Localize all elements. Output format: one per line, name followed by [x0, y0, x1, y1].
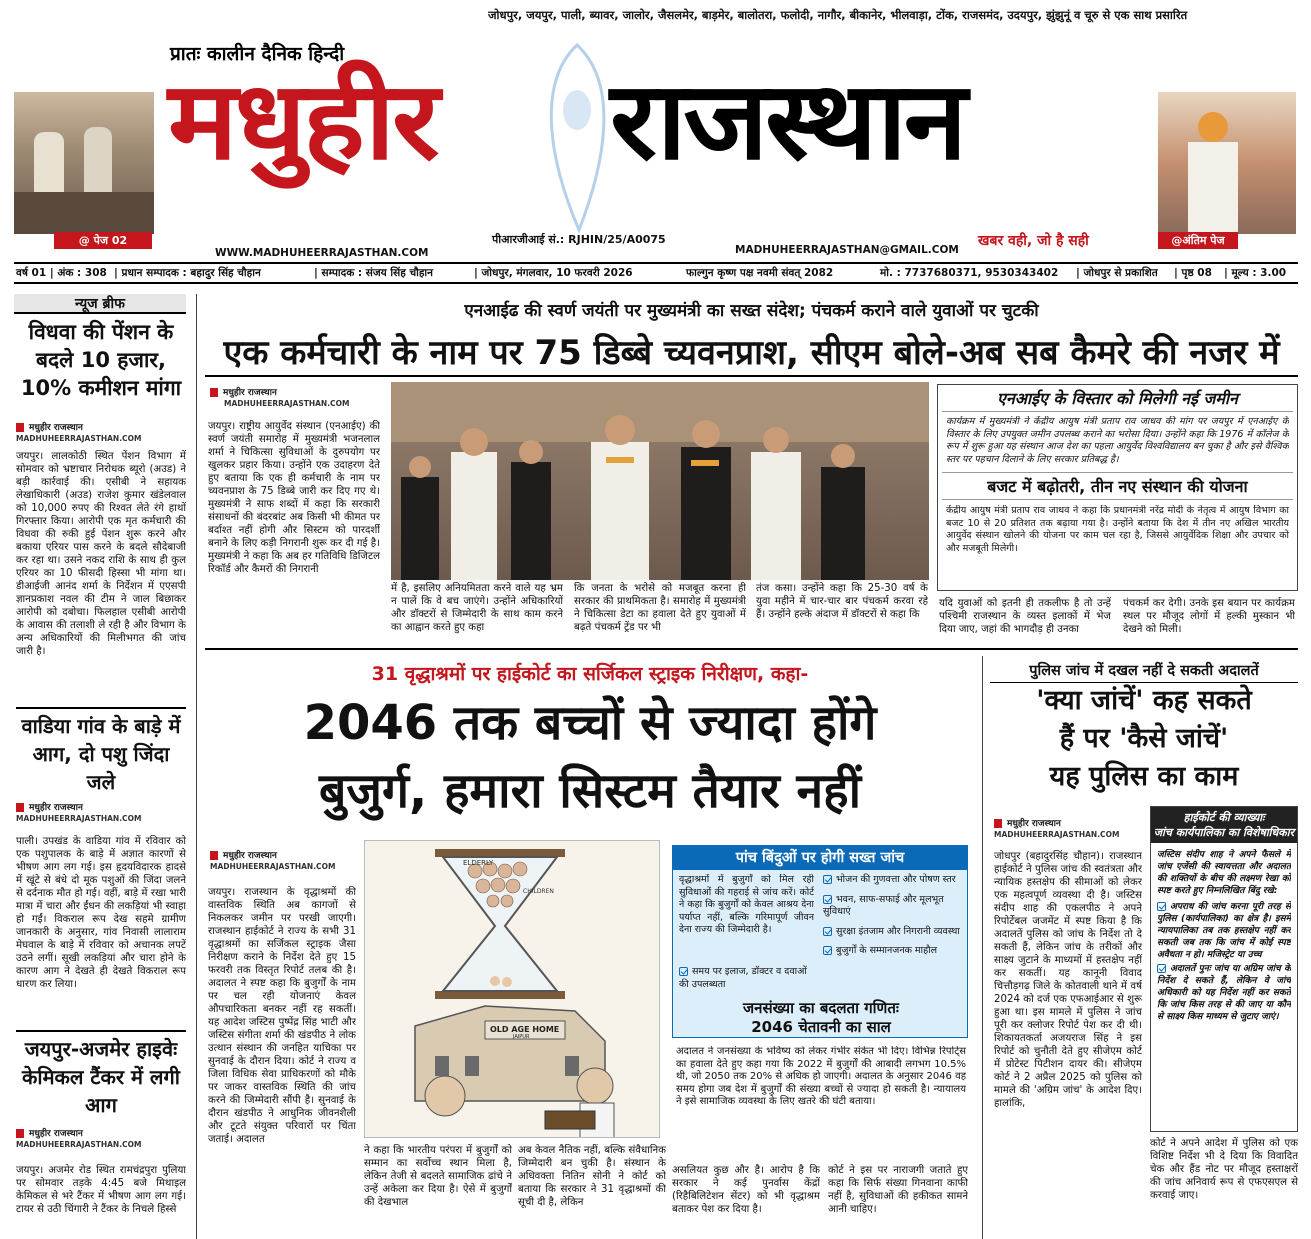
- brief-headline-2: वाडिया गांव के बाड़े में आग, दो पशु जिंदा जले: [21, 714, 181, 794]
- second-byline: मधुहीर राजस्थान MADHUHEERRAJASTHAN.COM: [210, 851, 336, 871]
- lead-text-col5: यदि युवाओं को इतनी ही तकलीफ है तो उन्हें पश्चिमी राजस्थान के व्यस्त इलाकों में भेज दिया जाए, जहां की भागदौड़ ही उनका: [939, 598, 1111, 635]
- illus-elderly-label: ELDERLY: [463, 859, 494, 867]
- nia-box-text-2: केंद्रीय आयुष मंत्री प्रताप राव जाधव ने कहा कि प्रधानमंत्री नरेंद्र मोदी के नेतृत्व में आयुष विभाग का बजट 10 से 20 प्रतिशत तक बढ़ाया गया है। उन्होंने बताया कि देश में तीन नए अखिल भारतीय आयुर्वेद संस्थान खोलने की योजना पर काम चल रहा है, जिससे आयुर्वेदिक शिक्षा और उपचार को और मजबूती मिलेगी।: [946, 505, 1289, 554]
- old-age-illustration: [364, 840, 660, 1138]
- points-list: [823, 874, 963, 958]
- population-text: अदालत ने जनसंख्या के भविष्य को लेकर गंभीर संकेत भी दिए। विभिन्न रिपोर्ट्स का हवाला देते हुए कहा गया कि 2022 में बुजुर्गों की आबादी लगभग 10.5% थी, जो 2050 तक 20% से अधिक हो जाएगी। अदालत के अनुसार 2046 वह समय होगा जब देश में बुजुर्गों की संख्या बच्चों से ज्यादा हो सकती है। न्यायालय ने इसे सामाजिक व्यवस्था के लिए खतरे की घंटी बताया।: [676, 1046, 966, 1107]
- illus-sign2: JAIPUR: [513, 1034, 530, 1040]
- volume: वर्ष 01 | अंक : 308: [16, 267, 107, 279]
- brief-text-1: जयपुर। लालकोठी स्थित पेंशन विभाग में सोमवार को भ्रष्टाचार निरोधक ब्यूरो (अउड) ने बड़ी कार्रवाई की। एसीबी ने सहायक लेखाधिकारी (अउड) राजेश कुमार खंडेलवाल को 10,000 रुपए की रिश्वत लेते रंगे हाथों गिरफ्तार किया। आरोपी एक मृत कर्मचारी की विधवा की रुकी हुई पेंशन शुरू करने और बकाया एरियर पास करने के बदले सौदेबाजी कर रहा था। उसने नकद राशि के साथ ही कुल एरियर का 10 फीसदी हिस्सा भी मांगा था। डीआईजी आनंद शर्मा के निर्देशन में एएसपी ज्ञानप्रकाश नवल की टीम ने जाल बिछाकर आरोपी को दबोचा। फिलहाल एसीबी आरोपी के आवास की तलाशी ले रही है और विभाग के अन्य अधिकारियों की मिलीभगत की जांच जारी है।: [16, 451, 186, 657]
- masthead-tagline: प्रातः कालीन दैनिक हिन्दी: [170, 43, 345, 65]
- published-from: | जोधपुर से प्रकाशित: [1076, 267, 1158, 279]
- brief-headline-1: विधवा की पेंशन के बदले 10 हजार, 10% कमीशन मांगा: [20, 320, 182, 400]
- page-ref-right[interactable]: @अंतिम पेज: [1158, 232, 1238, 249]
- chief-editor: | प्रधान सम्पादक : बहादुर सिंह चौहान: [114, 267, 261, 279]
- info-bar: [14, 262, 1298, 284]
- lead-photo: [391, 382, 929, 580]
- points-item-5: समय पर इलाज, डॉक्टर व दवाओं की उपलब्धता: [679, 966, 807, 990]
- second-headline-line1: 2046 तक बच्चों से ज्यादा होंगे: [303, 695, 877, 751]
- points-item: भोजन की गुणवत्ता और पोषण स्तर: [823, 874, 963, 887]
- police-text-col1: जोधपुर (बहादुरसिंह चौहान)। राजस्थान हाईकोर्ट ने पुलिस जांच की स्वतंत्रता और न्यायिक हस्तक्षेप की सीमाओं को लेकर एक महत्वपूर्ण व्यवस्था दी है। जस्टिस संदीप शाह की एकलपीठ ने अपने रिपोर्टेबल जजमेंट में स्पष्ट किया है कि अदालतें पुलिस को जांच के निर्देश तो दे सकती हैं, लेकिन जांच के तरीकों और साक्ष्य जुटाने के माध्यमों में हस्तक्षेप नहीं कर सकतीं। यह कानूनी विवाद चित्तौड़गढ़ जिले के कोतवाली थाने में वर्ष 2024 को दर्ज एक एफआईआर से शुरू हुआ था। इस मामले में पुलिस ने जांच पूरी कर क्लोजर रिपोर्ट पेश कर दी थी। शिकायतकर्ता अजयराज सिंह ने इस रिपोर्ट को चुनौती देते हुए सीजेएम कोर्ट में प्रोटेस्ट पिटीशन दायर की। सीजेएम कोर्ट ने 2 अप्रैल 2025 को पुलिस को मामले की 'अग्रिम जांच' के आदेश दिए। हालांकि,: [994, 851, 1142, 1109]
- lead-headline: एक कर्मचारी के नाम पर 75 डिब्बे च्यवनप्राश, सीएम बोले-अब सब कैमरे की नजर में: [223, 333, 1280, 373]
- police-headline-3: यह पुलिस का काम: [1049, 761, 1239, 792]
- page-count: | पृष्ठ 08: [1174, 267, 1212, 279]
- population-title-2: 2046 चेतावनी का साल: [751, 1018, 891, 1036]
- police-box-point-2: अदालतें पुनः जांच या अग्रिम जांच के निर्देश दे सकते हैं, लेकिन वे जांच अधिकारी को यह निर्देश नहीं कर सकते कि जांच किस तरह से की जाए या कौन से साक्ष्य किस माध्यम से जुटाए जाएं।: [1157, 964, 1291, 1022]
- nia-box-headline-2: बजट में बढ़ोतरी, तीन नए संस्थान की योजना: [942, 472, 1293, 500]
- brief-byline-2: मधुहीर राजस्थान MADHUHEERRAJASTHAN.COM: [16, 803, 142, 823]
- illus-children-label: CHILDREN: [523, 888, 554, 895]
- check-icon: [823, 927, 832, 936]
- lead-kicker: एनआईढ की स्वर्ण जयंती पर मुख्यमंत्री का सख्त संदेश; पंचकर्म कराने वाले युवाओं पर चुटकी: [464, 301, 1039, 321]
- police-box-text: जस्टिस संदीप शाह ने अपने फैसले में जांच एजेंसी की स्वायत्तता और अदालत की शक्तियों के बीच की लक्ष्मण रेखा को स्पष्ट करते हुए निम्नलिखित बिंदु रखे:: [1157, 850, 1291, 896]
- samvat: फाल्गुन कृष्ण पक्ष नवमी संवत् 2082: [686, 267, 834, 279]
- lead-text-col2: में है, इसलिए अनियमितता करने वाले यह भ्रम न पालें कि वे बच जाएंगे। उन्होंने अधिकारियों और डॉक्टरों से जिम्मेदारी के साथ काम करने का आह्वान करते हुए कहा: [391, 583, 563, 633]
- police-box-title: हाईकोर्ट की व्याख्याः जांच कार्यपालिका का विशेषाधिकार: [1151, 807, 1297, 843]
- police-box-point-1: अपराध की जांच करना पूरी तरह से पुलिस (कार्यपालिका) का क्षेत्र है। इसमें न्यायपालिका तब तक हस्तक्षेप नहीं कर सकती जब तक कि जांच में कोई स्पष्ट अवैधता न हो। मजिस्ट्रेट या उच्च: [1157, 902, 1291, 960]
- brief-text-3: जयपुर। अजमेर रोड स्थित रामचंद्रपुरा पुलिया पर सोमवार तड़के 4:45 बजे मिथाइल केमिकल से भरे टैंकर में भीषण आग लग गई। टायर से उठी चिंगारी ने टैंकर के निचले हिस्से: [16, 1165, 186, 1215]
- lead-text-col4: तंज कसा। उन्होंने कहा कि 25-30 वर्ष के युवा महीने में चार-चार बार पंचकर्म करवा रहे हैं। उन्होंने हल्के अंदाज में डॉक्टरों से कहा कि: [756, 583, 928, 620]
- brief-headline-3: जयपुर-अजमेर हाइवेः केमिकल टैंकर में लगी आग: [22, 1037, 180, 1117]
- police-highlight-box: [1150, 806, 1298, 1132]
- page-ref-left[interactable]: @ पेज 02: [54, 232, 152, 249]
- second-text-col1: जयपुर। राजस्थान के वृद्धाश्रमों की वास्तविक स्थिति अब कागजों से निकलकर जमीन पर परखी जाएगी। राजस्थान हाईकोर्ट ने राज्य के सभी 31 वृद्धाश्रमों का सर्जिकल स्ट्राइक जैसा निरीक्षण कराने के निर्देश देते हुए 15 फरवरी तक विस्तृत रिपोर्ट तलब की है। अदालत ने स्पष्ट कहा कि बुजुर्गों के नाम पर चल रही योजनाएं केवल औपचारिकता बनकर नहीं रह सकतीं। यह आदेश जस्टिस पुष्पेंद्र सिंह भाटी और जस्टिस संगीता शर्मा की खंडपीठ ने लोक उत्थान संस्थान की जनहित याचिका पर सुनवाई के दौरान दिया। कोर्ट ने राज्य व जिला विधिक सेवा प्राधिकरणों को मौके पर जाकर वास्तविक स्थिति की जांच करने की जिम्मेदारी सौंपी है। सुनवाई के दौरान खंडपीठ ने आधुनिक जीवनशैली और टूटते संयुक्त परिवारों पर चिंता जताई। अदालत: [208, 887, 356, 1145]
- police-text-col2: कोर्ट ने अपने आदेश में पुलिस को एक विशिष्ट निर्देश भी दे दिया कि विवादित चेक और हैंड नोट पर मौजूद हस्ताक्षरों की जांच अनिवार्य रूप से एफएसएल से करवाई जाए।: [1150, 1138, 1298, 1201]
- lead-text-col3: कि जनता के भरोसे को मजबूत करना ही सरकार की प्राथमिकता है। समारोह में मुख्यमंत्री ने चिकित्सा डेटा का हवाला देते हुए युवाओं में बढ़ते पंचकर्म ट्रेंड पर भी: [574, 583, 746, 633]
- check-icon: [1157, 902, 1166, 911]
- check-icon: [823, 946, 832, 955]
- right-masthead-photo: [1158, 92, 1296, 234]
- points-item: सुरक्षा इंतजाम और निगरानी व्यवस्था: [823, 926, 963, 939]
- brief-byline-1: मधुहीर राजस्थान MADHUHEERRAJASTHAN.COM: [16, 423, 142, 443]
- brief-text-2: पाली। उपखंड के वाडिया गांव में रविवार को एक पशुपालक के बाड़े में अज्ञात कारणों से भीषण आग लग गई। इस हृदयविदारक हादसे में खूंटे से बंधे दो मूक पशुओं की जिंदा जलने से दर्दनाक मौत हो गई। वहीं, बाड़े में रखा भारी मात्रा में चारा और ईंधन की लकड़ियां भी स्वाहा हो गईं। विकराल रूप देख सहमे ग्रामीण जानकारी के अनुसार, गांव निवासी लालाराम मेघवाल के बाड़े में रविवार को अचानक लपटें उठने लगीं। सूखी लकड़ियां और चारा होने के कारण आग ने देखते ही देखते विकराल रूप धारण कर लिया।: [16, 836, 186, 990]
- nia-box: [937, 384, 1298, 591]
- nia-box-headline-1: एनआईए के विस्तार को मिलेगी नई जमीन: [942, 387, 1293, 412]
- police-headline-1: 'क्या जांचें' कह सकते: [1036, 685, 1252, 716]
- masthead-title-right: राजस्थान: [610, 59, 965, 184]
- lead-byline: मधुहीर राजस्थान MADHUHEERRAJASTHAN.COM: [210, 385, 380, 408]
- second-text-col5: कोर्ट ने इस पर नाराजगी जताते हुए कहा कि सिर्फ संख्या गिनवाना काफी नहीं है, सुविधाओं की हकीकत सामने आनी चाहिए।: [828, 1165, 968, 1215]
- website-link[interactable]: WWW.MADHUHEERRAJASTHAN.COM: [215, 247, 429, 259]
- nia-box-text-1: कार्यक्रम में मुख्यमंत्री ने केंद्रीय आयुष मंत्री प्रताप राव जाधव की मांग पर जयपुर में एनआईए के विस्तार के लिए उपयुक्त जमीन उपलब्ध कराने का भरोसा दिया। उन्होंने कहा कि 1976 में कॉलेज के रूप में शुरू हुआ यह संस्थान आज देश का पहला आयुर्वेद विश्वविद्यालय बन चुका है और इसे वैश्विक स्तर पर पहचान दिलाने के लिए सरकार प्रतिबद्ध है।: [946, 416, 1289, 465]
- points-intro: वृद्धाश्रमों में बुजुर्गों को मिल रही सुविधाओं की गहराई से जांच करें। कोर्ट ने कहा कि बुजुर्गों को केवल आश्रय देना पर्याप्त नहीं, बल्कि गरिमापूर्ण जीवन देना राज्य की जिम्मेदारी है।: [679, 874, 814, 935]
- lead-text-col1: जयपुर। राष्ट्रीय आयुर्वेद संस्थान (एनआईए) की स्वर्ण जयंती समारोह में मुख्यमंत्री भजनलाल शर्मा ने चिकित्सा सुविधाओं के दुरुपयोग पर खुलकर प्रहार किया। उन्होंने एक उदाहरण देते हुए बताया कि एक ही कर्मचारी के नाम पर च्यवनप्राश के 75 डिब्बे जारी कर दिए गए थे। मुख्यमंत्री ने साफ शब्दों में कहा कि सरकारी संसाधनों की बंदरबांट अब किसी भी कीमत पर बर्दाश्त नहीं होगी और सिस्टम को पारदर्शी बनाने के लिए कड़ी निगरानी शुरू कर दी गई है। मुख्यमंत्री ने कहा कि अब हर गतिविधि डिजिटल रिकॉर्ड और कैमरों की निगरानी: [208, 421, 380, 575]
- second-kicker: 31 वृद्धाश्रमों पर हाईकोर्ट का सर्जिकल स्ट्राइक निरीक्षण, कहा-: [371, 663, 809, 685]
- editor: | सम्पादक : संजय सिंह चौहान: [314, 267, 433, 279]
- police-byline: मधुहीर राजस्थान MADHUHEERRAJASTHAN.COM: [994, 819, 1120, 839]
- check-icon: [823, 895, 832, 904]
- points-item: भवन, साफ-सफाई और मूलभूत सुविधाएं: [823, 893, 944, 917]
- left-masthead-photo: [14, 92, 154, 234]
- mobile: मो. : 7737680371, 9530343402: [880, 267, 1059, 279]
- prgi-number: पीआरजीआई सं.: RJHIN/25/A0075: [492, 233, 666, 246]
- second-headline-line2: बुजुर्ग, हमारा सिस्टम तैयार नहीं: [318, 763, 862, 819]
- points-box-title: पांच बिंदुओं पर होगी सख्त जांच: [673, 846, 967, 870]
- police-kicker: पुलिस जांच में दखल नहीं दे सकती अदालतें: [990, 660, 1298, 683]
- masthead-feather-icon: [535, 40, 620, 235]
- check-icon: [1157, 964, 1166, 973]
- points-box: [672, 845, 968, 1038]
- issue-date: | जोधपुर, मंगलवार, 10 फरवरी 2026: [474, 267, 633, 279]
- email-link[interactable]: MADHUHEERRAJASTHAN@GMAIL.COM: [735, 244, 959, 256]
- lead-text-col6: पंचकर्म कर देगी। उनके इस बयान पर कार्यक्रम स्थल पर मौजूद लोगों में हल्की मुस्कान भी देखने को मिली।: [1123, 598, 1295, 635]
- illus-sign: OLD AGE HOME: [490, 1025, 560, 1034]
- second-text-col3: अब केवल नैतिक नहीं, बल्कि संवैधानिक जिम्मेदारी बन चुकी है। संस्थान के अधिवक्ता नितिन सोनी ने कोर्ट को बताया कि सरकार ने 31 वृद्धाश्रमों की सूची दी है, लेकिन: [518, 1145, 666, 1208]
- masthead-title-left: मधुहीर: [168, 59, 437, 184]
- population-title-1: जनसंख्या का बदलता गणितः: [743, 999, 899, 1017]
- brief-byline-3: मधुहीर राजस्थान MADHUHEERRAJASTHAN.COM: [16, 1129, 142, 1149]
- check-icon: [823, 875, 832, 884]
- price: | मूल्य : 3.00: [1224, 267, 1287, 279]
- points-item: बुजुर्गों के सम्मानजनक माहौल: [823, 945, 963, 958]
- slogan: खबर वही, जो है सही: [978, 233, 1089, 249]
- second-text-col2: ने कहा कि भारतीय परंपरा में बुजुर्गों को सम्मान का सर्वोच्च स्थान मिला है, लेकिन तेजी से बदलते सामाजिक ढांचे ने उन्हें अकेला कर दिया है। ऐसे में बुजुर्गों की देखभाल: [364, 1145, 512, 1208]
- editions-line: जोधपुर, जयपुर, पाली, ब्यावर, जालोर, जैसलमेर, बाड़मेर, बालोतरा, फलोदी, नागौर, बीकानेर, भीलवाड़ा, टोंक, राजसमंद, उदयपुर, झुंझुनूं व चूरु से एक साथ प्रसारित: [488, 8, 1188, 22]
- second-text-col4: असलियत कुछ और है। आरोप है कि सरकार ने कई पुनर्वास केंद्रों (रिहैबिलिटेशन सेंटर) को भी वृद्धाश्रम बताकर पेश कर दिया है।: [672, 1165, 820, 1215]
- news-brief-label: न्यूज ब्रीफ: [14, 294, 186, 314]
- police-headline-2: हैं पर 'कैसे जांचें': [1059, 723, 1229, 754]
